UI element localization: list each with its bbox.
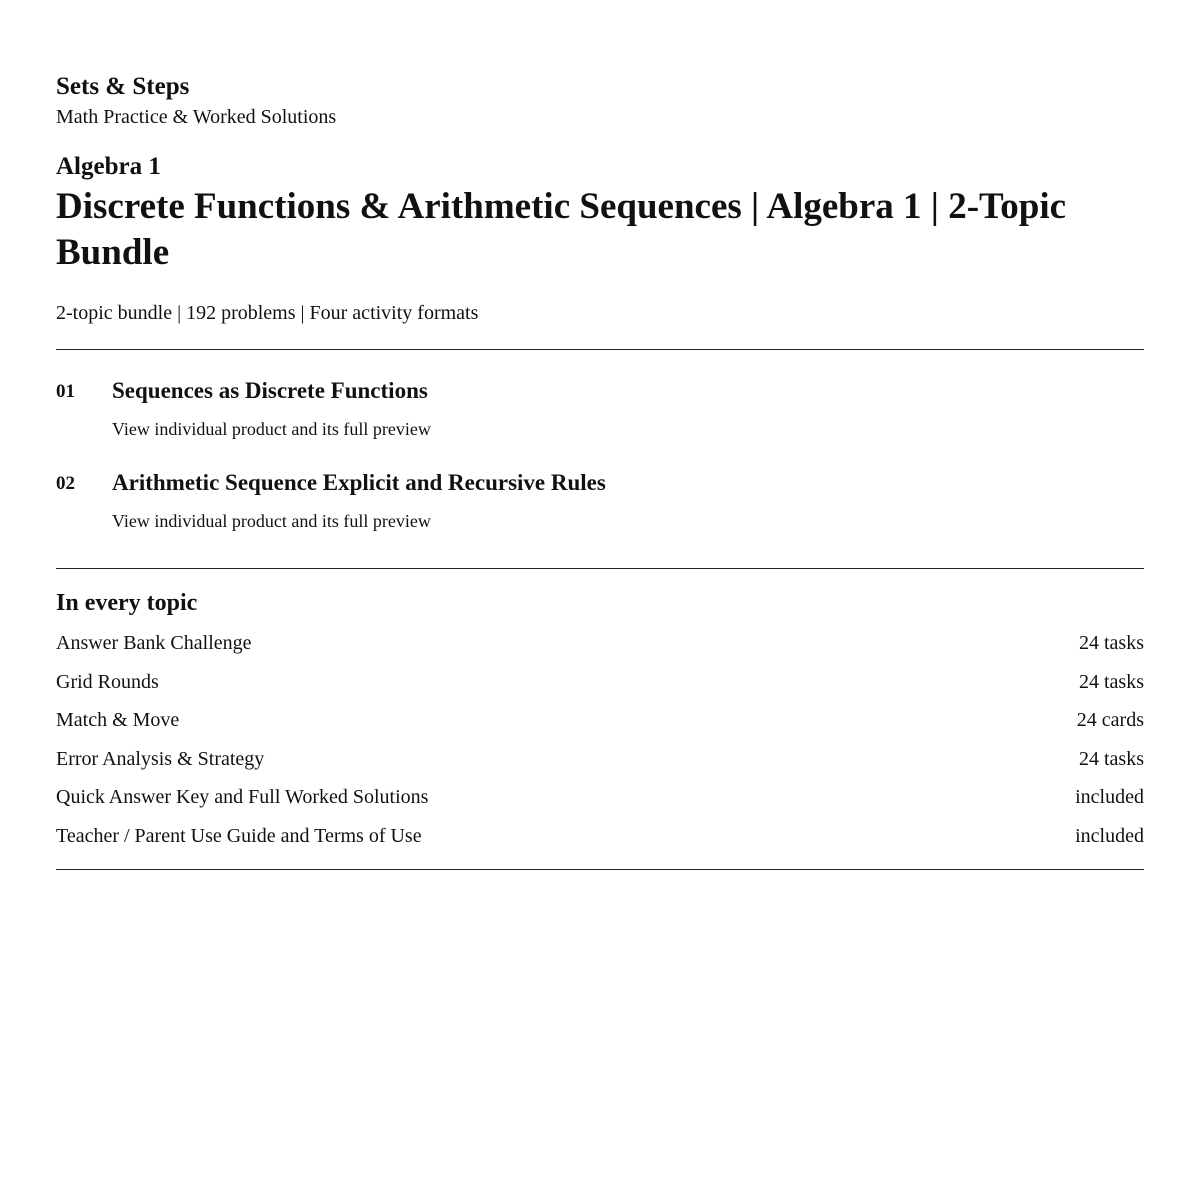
divider [56, 869, 1144, 870]
contents-label: Teacher / Parent Use Guide and Terms of Use [56, 824, 422, 847]
topic-list [56, 350, 1144, 568]
brand-header [56, 72, 1144, 130]
contents-row [56, 784, 1144, 810]
every-topic-section [56, 569, 1144, 869]
contents-row [56, 746, 1144, 772]
contents-value: 24 cards [1076, 709, 1144, 731]
contents-row [56, 823, 1144, 849]
topic-item [56, 376, 1144, 441]
topic-title: Sequences as Discrete Functions [112, 378, 428, 403]
topic-title: Arithmetic Sequence Explicit and Recursive Rules [112, 470, 606, 495]
contents-label: Quick Answer Key and Full Worked Solutions [56, 786, 429, 808]
contents-list [56, 630, 1144, 869]
contents-row [56, 707, 1144, 733]
topic-number: 01 [56, 381, 75, 402]
brand-name: Sets & Steps [56, 73, 190, 100]
contents-value: 24 tasks [1079, 670, 1144, 693]
contents-label: Match & Move [56, 709, 180, 731]
contents-value: included [1075, 824, 1144, 847]
contents-row [56, 669, 1144, 695]
contents-label: Answer Bank Challenge [56, 632, 252, 654]
section-heading: In every topic [56, 590, 198, 616]
contents-label: Grid Rounds [56, 670, 159, 693]
topic-number: 02 [56, 473, 75, 494]
contents-value: included [1075, 786, 1144, 808]
page-title: Discrete Functions & Arithmetic Sequences | Algebra 1 | 2-Topic Bundle [56, 186, 1067, 273]
contents-row [56, 630, 1144, 656]
contents-value: 24 tasks [1079, 747, 1144, 770]
brand-tagline: Math Practice & Worked Solutions [56, 106, 337, 128]
topic-item [56, 468, 1144, 533]
view-product-link[interactable]: View individual product and its full preview [112, 511, 431, 531]
contents-value: 24 tasks [1079, 632, 1144, 654]
view-product-link[interactable]: View individual product and its full preview [112, 419, 431, 439]
product-heading [56, 152, 1144, 326]
course-label: Algebra 1 [56, 153, 161, 180]
contents-label: Error Analysis & Strategy [56, 747, 265, 770]
product-summary: 2-topic bundle | 192 problems | Four activity formats [56, 302, 479, 324]
